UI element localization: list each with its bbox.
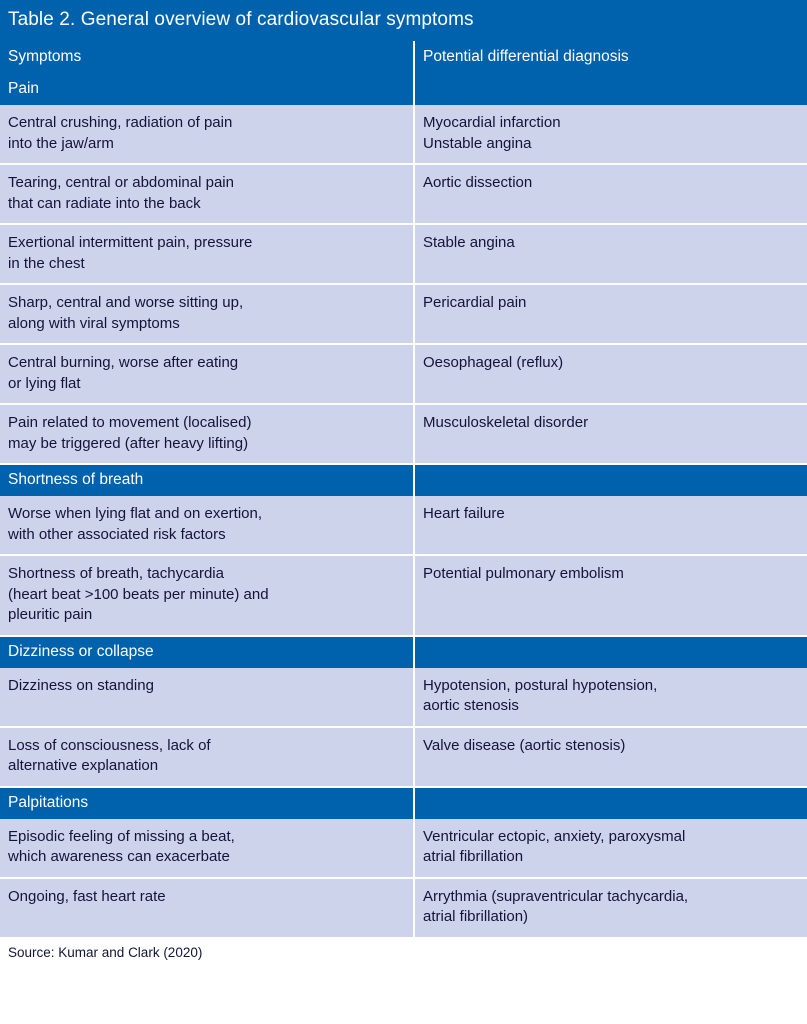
section-header-row — [0, 787, 807, 819]
diagnosis-cell — [414, 404, 807, 464]
diagnosis-cell — [414, 727, 807, 787]
symptom-line: Ongoing, fast heart rate — [8, 887, 166, 905]
symptom-cell — [0, 668, 414, 727]
symptom-line: Central burning, worse after eating — [8, 354, 239, 371]
symptom-line: Loss of consciousness, lack of — [8, 736, 211, 754]
diagnosis-line: Musculoskeletal disorder — [423, 414, 589, 431]
table-row — [0, 819, 807, 878]
table-row — [0, 344, 807, 404]
symptom-line: Sharp, central and worse sitting up, — [8, 294, 244, 311]
symptom-cell — [0, 496, 414, 555]
symptom-line: may be triggered (after heavy lifting) — [8, 434, 249, 452]
symptom-line: which awareness can exacerbate — [8, 848, 230, 865]
diagnosis-cell — [414, 819, 807, 878]
diagnosis-line: Stable angina — [423, 234, 515, 251]
table-row — [0, 224, 807, 284]
table-row — [0, 404, 807, 464]
symptom-line: or lying flat — [8, 374, 81, 392]
diagnosis-cell — [414, 224, 807, 284]
diagnosis-cell — [414, 878, 807, 938]
table-row — [0, 284, 807, 344]
symptom-cell — [0, 819, 414, 878]
symptom-line: into the jaw/arm — [8, 134, 114, 152]
diagnosis-cell — [414, 668, 807, 727]
symptom-cell — [0, 344, 414, 404]
symptom-line: that can radiate into the back — [8, 194, 201, 212]
column-header-symptoms: Symptoms — [0, 41, 414, 74]
symptom-cell — [0, 555, 414, 636]
section-title: Pain — [0, 74, 414, 105]
section-title-spacer — [414, 74, 807, 105]
section-title: Palpitations — [0, 787, 414, 819]
table-row — [0, 727, 807, 787]
table-row — [0, 555, 807, 636]
diagnosis-cell — [414, 555, 807, 636]
symptom-cell — [0, 164, 414, 224]
section-header-row — [0, 74, 807, 105]
symptom-cell — [0, 878, 414, 938]
symptom-line: Pain related to movement (localised) — [8, 414, 252, 431]
table-title: Table 2. General overview of cardiovascular symptoms — [0, 0, 807, 41]
table-row — [0, 878, 807, 938]
symptom-line: along with viral symptoms — [8, 314, 180, 332]
diagnosis-line: Unstable angina — [423, 134, 532, 152]
symptom-cell — [0, 105, 414, 164]
diagnosis-line: Arrythmia (supraventricular tachycardia, — [423, 887, 689, 905]
diagnosis-line: aortic stenosis — [423, 697, 519, 714]
table-header-row — [0, 41, 807, 74]
symptom-cell — [0, 224, 414, 284]
diagnosis-line: Hypotension, postural hypotension, — [423, 676, 658, 694]
diagnosis-line: Pericardial pain — [423, 294, 527, 311]
diagnosis-line: Aortic dissection — [423, 174, 533, 191]
diagnosis-line: Potential pulmonary embolism — [423, 565, 624, 582]
diagnosis-cell — [414, 105, 807, 164]
section-title-spacer — [414, 636, 807, 668]
diagnosis-cell — [414, 164, 807, 224]
symptom-line: in the chest — [8, 254, 85, 272]
section-header-row — [0, 464, 807, 496]
symptom-cell — [0, 727, 414, 787]
table-row — [0, 668, 807, 727]
table-row — [0, 496, 807, 555]
diagnosis-cell — [414, 284, 807, 344]
symptom-line: Tearing, central or abdominal pain — [8, 174, 234, 191]
symptom-line: (heart beat >100 beats per minute) and — [8, 585, 269, 603]
column-header-diagnosis: Potential differential diagnosis — [414, 41, 807, 74]
symptom-line: Dizziness on standing — [8, 676, 154, 694]
diagnosis-line: Myocardial infarction — [423, 114, 561, 131]
section-title: Dizziness or collapse — [0, 636, 414, 668]
diagnosis-cell — [414, 344, 807, 404]
diagnosis-line: Heart failure — [423, 505, 505, 522]
diagnosis-line: Valve disease (aortic stenosis) — [423, 736, 626, 754]
symptom-line: with other associated risk factors — [8, 525, 226, 543]
symptom-line: alternative explanation — [8, 757, 159, 774]
table-row — [0, 105, 807, 164]
section-title-spacer — [414, 787, 807, 819]
section-title-spacer — [414, 464, 807, 496]
diagnosis-line: atrial fibrillation — [423, 848, 524, 865]
table-row — [0, 164, 807, 224]
diagnosis-line: atrial fibrillation) — [423, 908, 529, 925]
symptom-line: Shortness of breath, tachycardia — [8, 565, 224, 582]
symptom-line: Central crushing, radiation of pain — [8, 114, 233, 131]
section-header-row — [0, 636, 807, 668]
symptom-cell — [0, 284, 414, 344]
section-title: Shortness of breath — [0, 464, 414, 496]
diagnosis-line: Ventricular ectopic, anxiety, paroxysmal — [423, 827, 686, 845]
symptom-line: Exertional intermittent pain, pressure — [8, 234, 253, 251]
table-source: Source: Kumar and Clark (2020) — [0, 939, 807, 964]
symptom-line: Worse when lying flat and on exertion, — [8, 505, 263, 522]
symptom-line: pleuritic pain — [8, 606, 93, 623]
diagnosis-line: Oesophageal (reflux) — [423, 354, 564, 371]
symptoms-table — [0, 41, 807, 939]
symptom-cell — [0, 404, 414, 464]
diagnosis-cell — [414, 496, 807, 555]
symptom-line: Episodic feeling of missing a beat, — [8, 827, 235, 845]
